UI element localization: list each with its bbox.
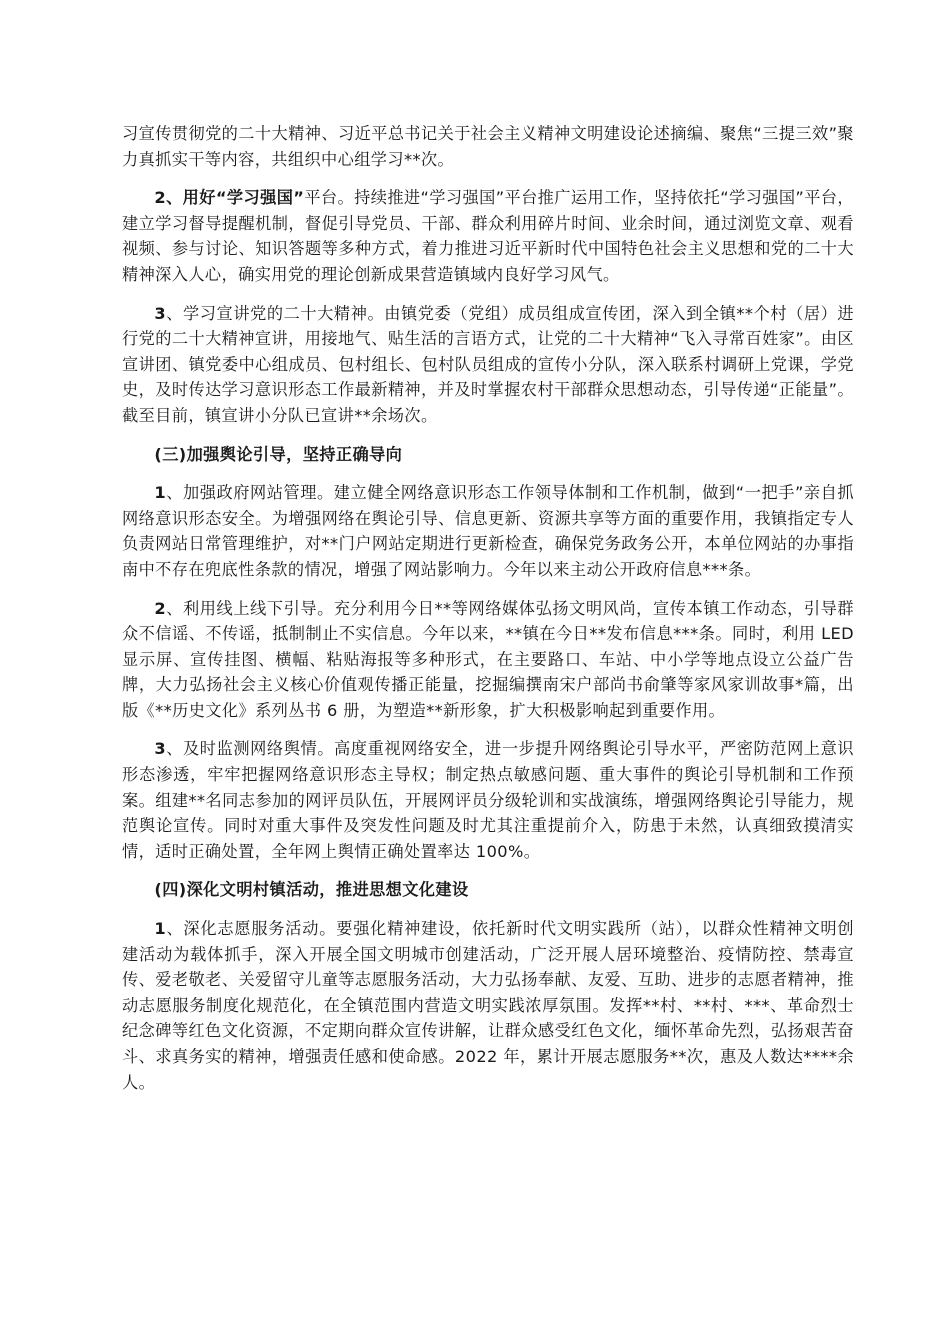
paragraph-text: 、深化志愿服务活动。要强化精神建设，依托新时代文明实践所（站），以群众性精神文明创建活动为载体抓手，深入开展全国文明城市创建活动，广泛开展人居环境整治、疫情防控、禁毒宣传、爱老敬老、关爱留守儿童等志愿服务活动，大力弘扬奉献、友爱、互助、进步的志愿者精神，推动志愿服务制度化规范化，在全镇范围内营造文明实践浓厚氛围。发挥**村、**村、***、革命烈士纪念碑等红色文化资源，不定期向群众宣传讲解，让群众感受红色文化，缅怀革命先烈，弘扬艰苦奋斗、求真务实的精神，增强责任感和使命感。2022 年，累计开展志愿服务**次，惠及人数达****余人。 — [122, 919, 854, 1092]
section-heading-4 — [122, 877, 854, 903]
paragraph-text: 平台。持续推进“学习强国”平台推广运用工作，坚持依托“学习强国”平台，建立学习督导提醒机制，督促引导党员、干部、群众利用碎片时间、业余时间，通过浏览文章、观看视频、参与讨论、知识答题等多种方式，着力推进习近平新时代中国特色社会主义思想和党的二十大精神深入人心，确实用党的理论创新成果营造镇域内良好学习风气。 — [122, 188, 854, 284]
paragraph-lead: 3 — [154, 303, 167, 323]
paragraph-text: 习宣传贯彻党的二十大精神、习近平总书记关于社会主义精神文明建设论述摘编、聚焦“三提三效”聚力真抓实干等内容，共组织中心组学习**次。 — [122, 124, 854, 169]
document-body — [122, 121, 854, 1108]
heading-number: (三) — [154, 444, 187, 464]
paragraph-lead: 2、用好“学习强国” — [154, 188, 305, 208]
paragraph-xuexi-qiangguo — [122, 185, 854, 287]
paragraph-propaganda-lectures — [122, 301, 854, 429]
paragraph-text: 、学习宣讲党的二十大精神。由镇党委（党组）成员组成宣传团，深入到全镇**个村（居）进行党的二十大精神宣讲，用接地气、贴生活的言语方式，让党的二十大精神“飞入寻常百姓家”。由区宣讲团、镇党委中心组成员、包村组长、包村队员组成的宣传小分队，深入联系村调研上党课，学党史，及时传达学习意识形态工作最新精神，并及时掌握农村干部群众思想动态，引导传递“正能量”。截至目前，镇宣讲小分队已宣讲**余场次。 — [122, 303, 854, 425]
heading-title: 加强舆论引导，坚持正确导向 — [186, 444, 403, 464]
paragraph-text: 、加强政府网站管理。建立健全网络意识形态工作领导体制和工作机制，做到“一把手”亲自抓网络意识形态安全。为增强网络在舆论引导、信息更新、资源共享等方面的重要作用，我镇指定专人负责网站日常管理维护，对**门户网站定期进行更新检查，确保党务政务公开，本单位网站的办事指南中不存在兜底性条款的情况，增强了网站影响力。今年以来主动公开政府信息***条。 — [122, 483, 854, 579]
paragraph-opinion-monitoring — [122, 736, 854, 864]
section-heading-3 — [122, 442, 854, 468]
paragraph-lead: 3 — [154, 739, 167, 759]
paragraph-lead: 1 — [154, 483, 167, 503]
paragraph-volunteer-service — [122, 916, 854, 1095]
paragraph-website-management — [122, 480, 854, 582]
heading-number: (四) — [154, 880, 187, 900]
paragraph-study-meetings — [122, 121, 854, 172]
paragraph-lead: 1 — [154, 919, 167, 939]
paragraph-lead: 2 — [154, 598, 167, 618]
heading-title: 深化文明村镇活动，推进思想文化建设 — [186, 880, 469, 900]
paragraph-online-offline-guidance — [122, 596, 854, 724]
paragraph-text: 、利用线上线下引导。充分利用今日**等网络媒体弘扬文明风尚，宣传本镇工作动态，引导群众不信谣、不传谣，抵制制止不实信息。今年以来，**镇在今日**发布信息***条。同时，利用 LED 显示屏、宣传挂图、横幅、粘贴海报等多种形式，在主要路口、车站、中小学等地点设立公益广告牌，大力弘扬社会主义核心价值观传播正能量，挖掘编撰南宋户部尚书俞肇等家风家训故事*篇，出版《**历史文化》系列丛书 6 册，为塑造**新形象，扩大积极影响起到重要作用。 — [122, 598, 854, 720]
paragraph-text: 、及时监测网络舆情。高度重视网络安全，进一步提升网络舆论引导水平，严密防范网上意识形态渗透，牢牢把握网络意识形态主导权；制定热点敏感问题、重大事件的舆论引导机制和工作预案。组建**名同志参加的网评员队伍，开展网评员分级轮训和实战演练，增强网络舆论引导能力，规范舆论宣传。同时对重大事件及突发性问题及时尤其注重提前介入，防患于未然，认真细致摸清实情，适时正确处置，全年网上舆情正确处置率达 100%。 — [122, 739, 854, 861]
